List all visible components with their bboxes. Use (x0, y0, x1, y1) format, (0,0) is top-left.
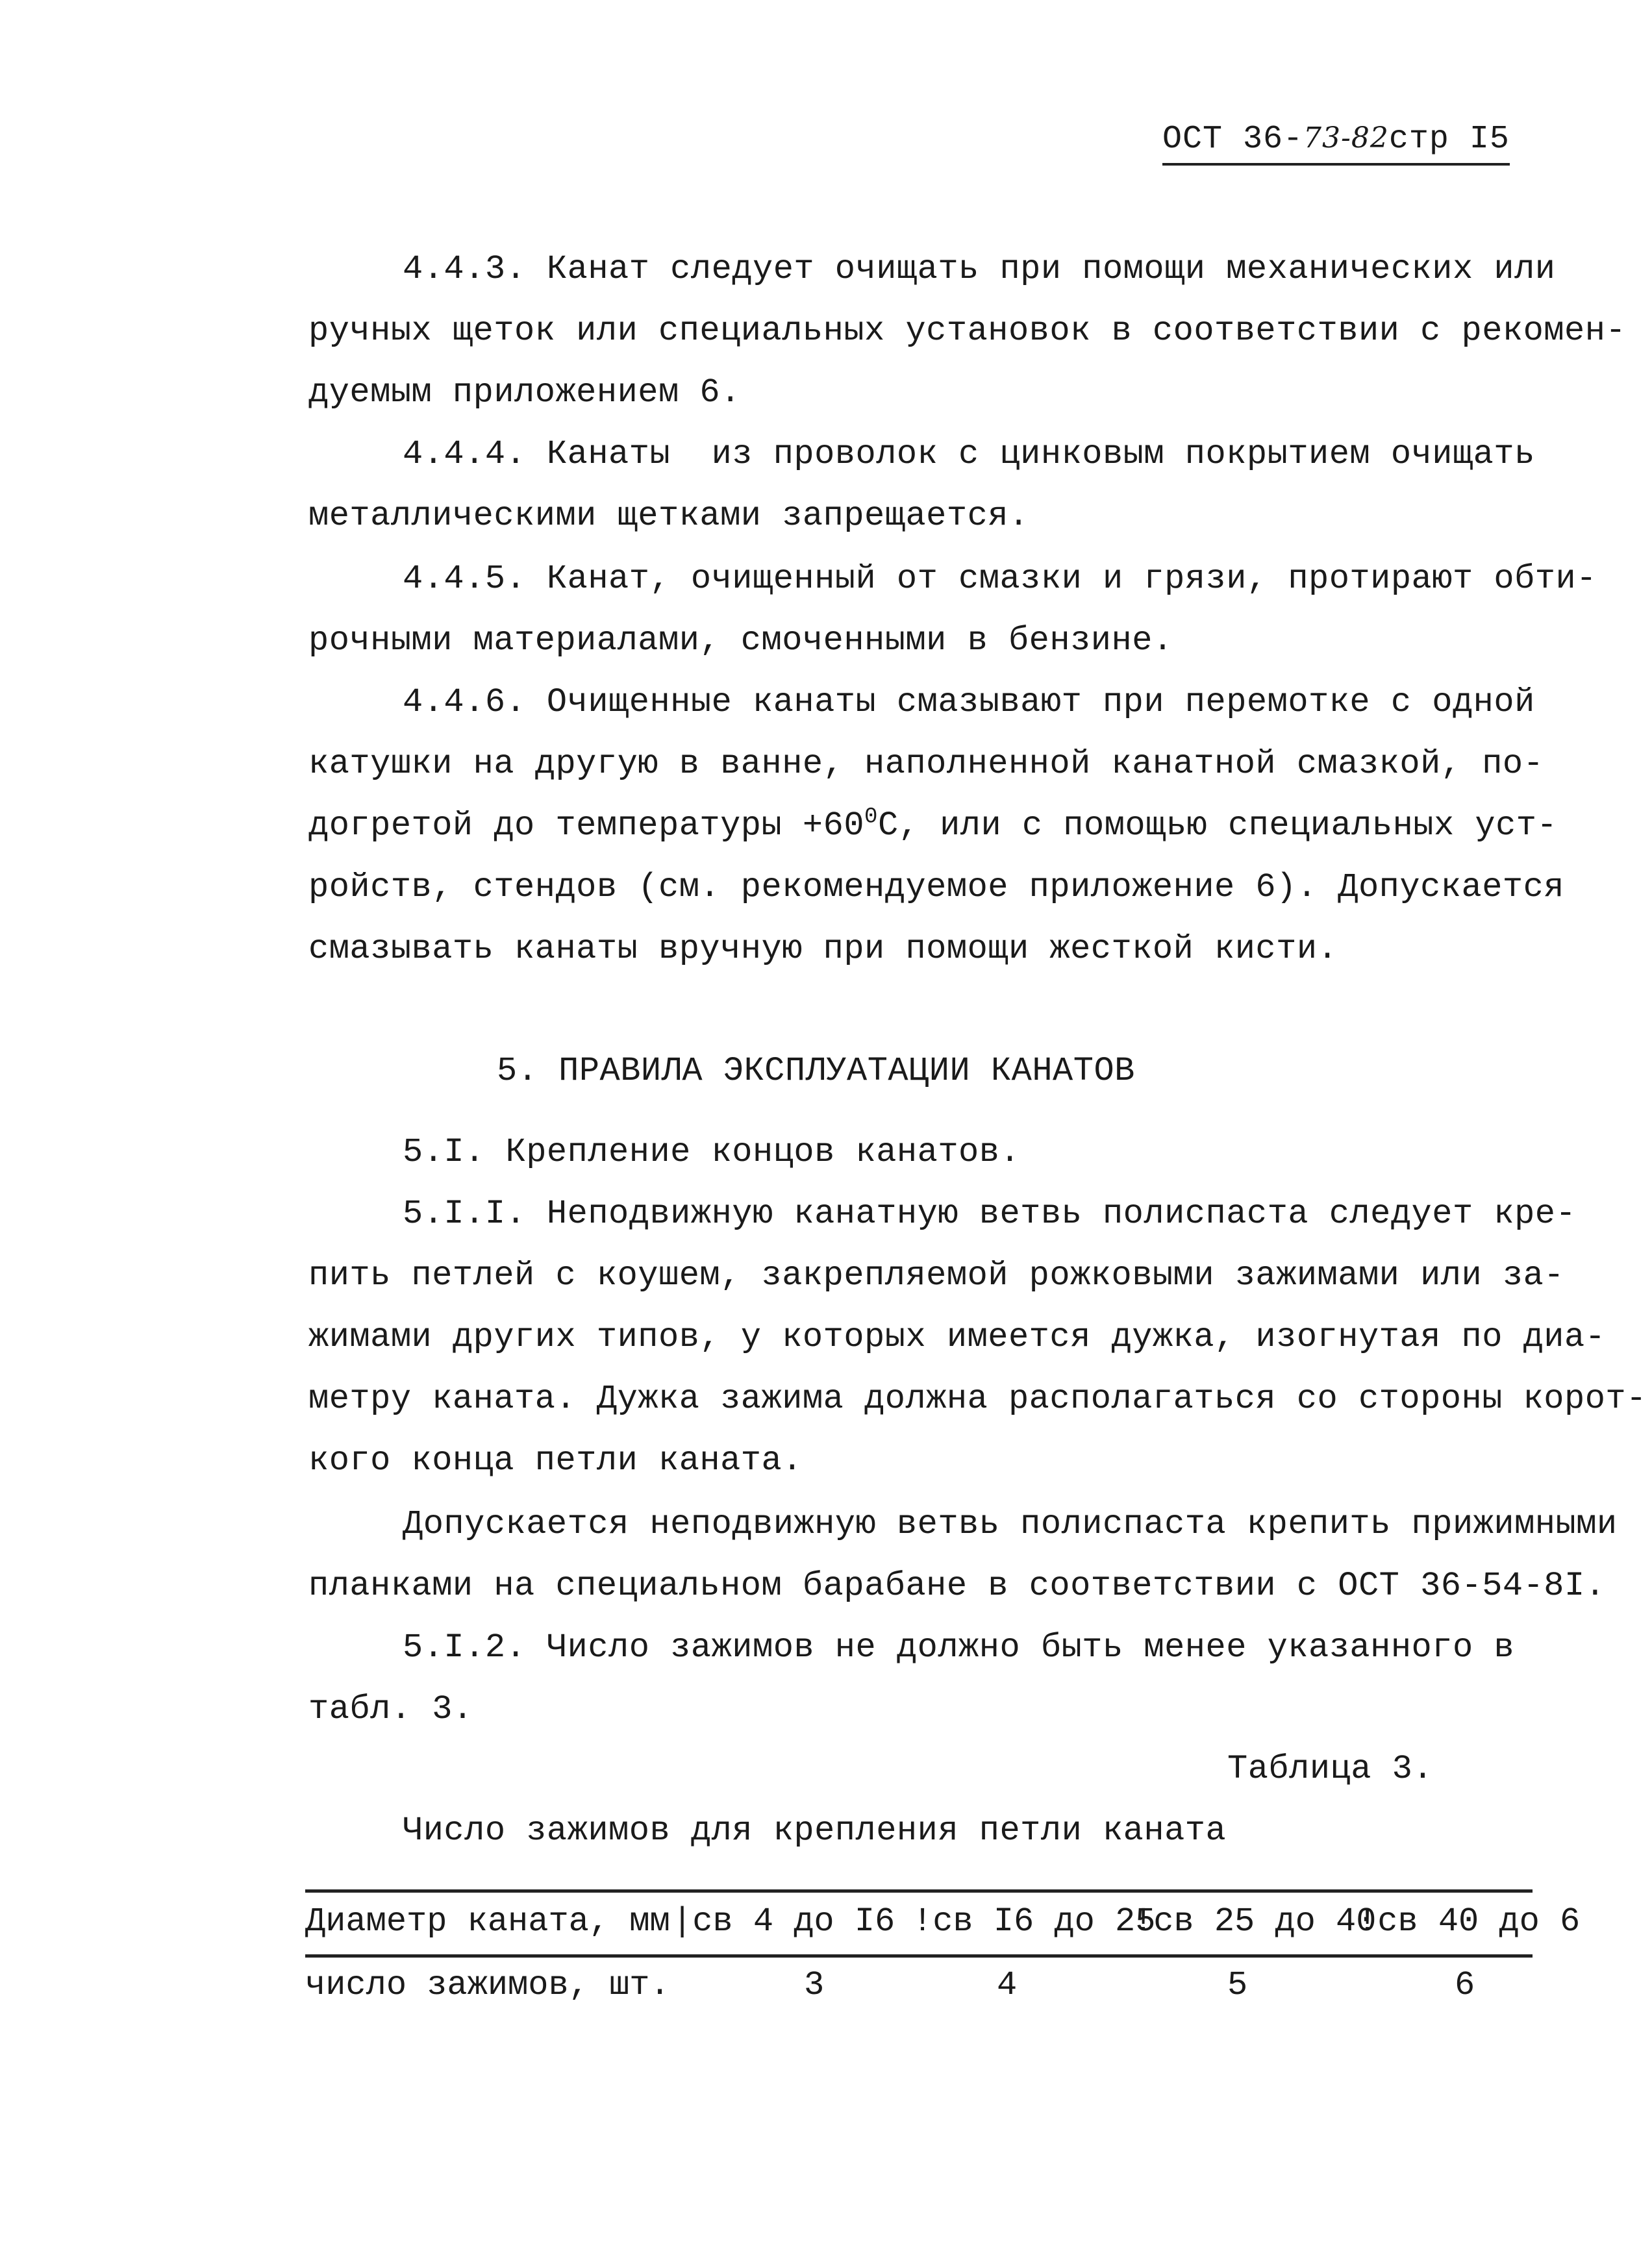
degree-superscript: 0 (864, 804, 878, 830)
table-cell: 3 (804, 1966, 825, 2004)
paragraph-4-4-5-line-1: 4.4.5. Канат, очищенный от смазки и грязи, протирают обти- (403, 560, 1597, 598)
paragraph-4-4-6-line-3: догретой до температуры $+60^0С$, или с помощью специальных уст- (308, 804, 1558, 845)
table-cell: число зажимов, шт. (305, 1966, 670, 2004)
section-5-title: 5. ПРАВИЛА ЭКСПЛУАТАЦИИ КАНАТОВ (497, 1052, 1135, 1090)
table-cell: 5 (1227, 1966, 1248, 2004)
table-cell: 6 (1455, 1966, 1475, 2004)
paragraph-5-1-1-line-1: 5.I.I. Неподвижную канатную ветвь полиспаста следует кре- (403, 1195, 1577, 1233)
paragraph-4-4-6-line-4: ройств, стендов (см. рекомендуемое приложение 6). Допускается (308, 868, 1565, 906)
paragraph-4-4-3-line-1: 4.4.3. Канат следует очищать при помощи механических или (403, 250, 1556, 288)
paragraph-4-4-6-line-5: смазывать канаты вручную при помощи жесткой кисти. (308, 930, 1338, 968)
paragraph-4-4-4-line-2: металлическими щетками запрещается. (308, 497, 1029, 535)
paragraph-5-1-1-line-2: пить петлей с коушем, закрепляемой рожковыми зажимами или за- (308, 1256, 1565, 1295)
table-top-rule (305, 1889, 1533, 1893)
paragraph-4-4-3-line-2: ручных щеток или специальных установок в соответствии с рекомен- (308, 312, 1627, 350)
paragraph-4-4-6-line-2: катушки на другую в ванне, наполненной канатной смазкой, по- (308, 745, 1544, 783)
table-caption: Число зажимов для крепления петли каната (403, 1811, 1227, 1850)
table-header-cell: !св 25 до 40 (1133, 1902, 1377, 1941)
table-header-cell: Диаметр каната, мм (305, 1902, 670, 1941)
paragraph-4-4-3-line-3: дуемым приложением 6. (308, 373, 741, 412)
paragraph-5-1-1b-line-2: планками на специальном барабане в соответствии с ОСТ 36-54-8I. (308, 1567, 1606, 1605)
table-header-cell: !св 40 до 6 (1357, 1902, 1581, 1941)
paragraph-5-1-1-line-3: жимами других типов, у которых имеется дужка, изогнутая по диа- (308, 1318, 1606, 1356)
table-label: Таблица 3. (1227, 1750, 1434, 1788)
table-header-cell: !св I6 до 25 (912, 1902, 1156, 1941)
table-cell: 4 (997, 1966, 1018, 2004)
handwritten-number: 73-82 (1303, 121, 1389, 155)
paragraph-5-1-2-line-2: табл. 3. (308, 1690, 473, 1728)
page-header: ОСТ 36-73-82стр I5 (1162, 121, 1510, 166)
paragraph-5-1-1b-line-1: Допускается неподвижную ветвь полиспаста крепить прижимными (403, 1505, 1618, 1543)
paragraph-5-1-1-line-5: кого конца петли каната. (308, 1441, 803, 1480)
table-header-cell: |св 4 до I6 (672, 1902, 895, 1941)
paragraph-5-1-2-line-1: 5.I.2. Число зажимов не должно быть менее указанного в (403, 1628, 1515, 1667)
paragraph-5-1: 5.I. Крепление концов канатов. (403, 1133, 1021, 1171)
table-mid-rule (305, 1954, 1533, 1958)
paragraph-5-1-1-line-4: метру каната. Дужка зажима должна располагаться со стороны корот- (308, 1380, 1647, 1418)
paragraph-4-4-6-line-1: 4.4.6. Очищенные канаты смазывают при перемотке с одной (403, 683, 1535, 721)
paragraph-4-4-5-line-2: рочными материалами, смоченными в бензине. (308, 621, 1173, 660)
paragraph-4-4-4-line-1: 4.4.4. Канаты из проволок с цинковым покрытием очищать (403, 435, 1535, 473)
